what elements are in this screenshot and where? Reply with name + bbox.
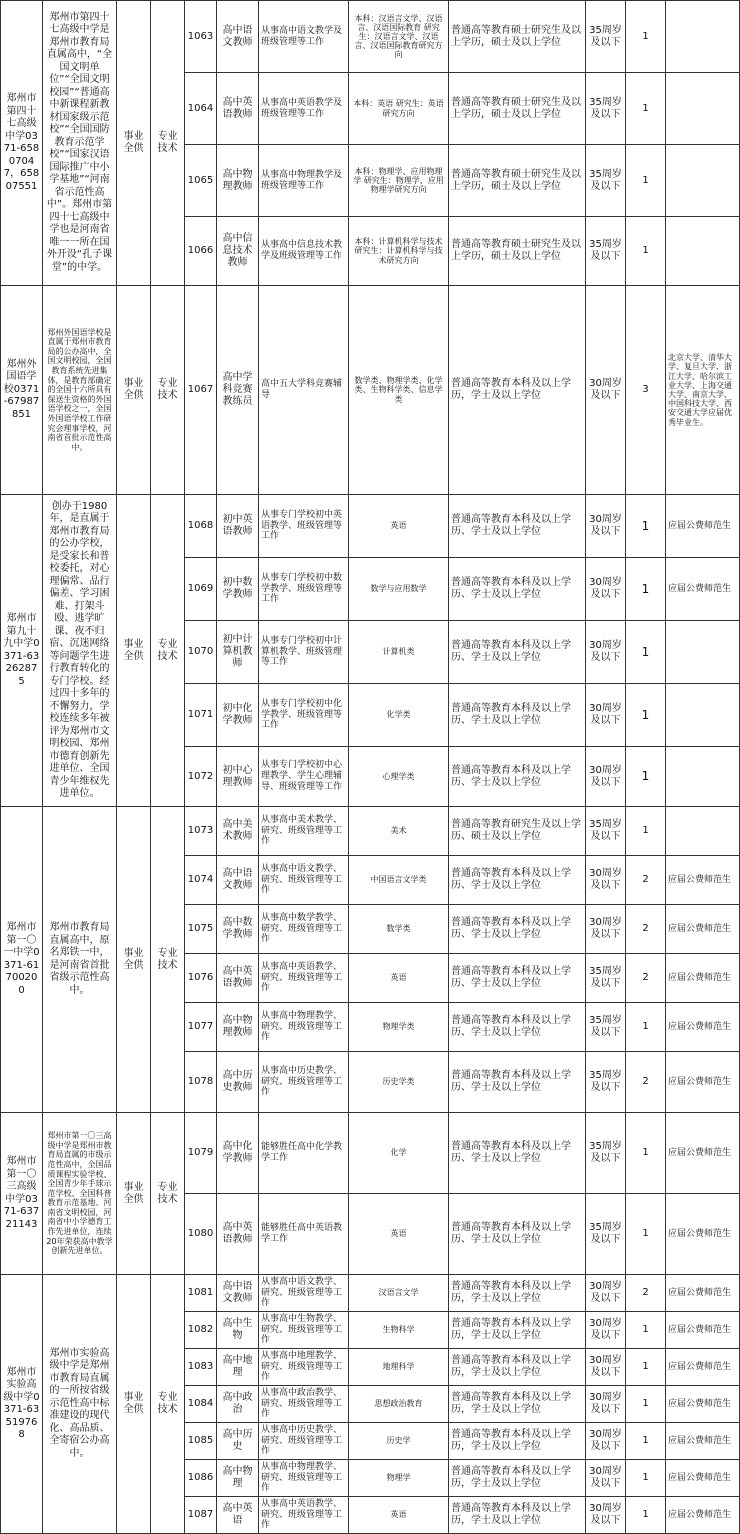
- job-major: 物理学类: [349, 1003, 449, 1052]
- job-duty: 高中五大学科竞赛辅导: [259, 286, 349, 495]
- job-code: 1083: [185, 1349, 217, 1386]
- job-age: 35周岁及以下: [586, 1052, 626, 1113]
- job-count: 1: [626, 1349, 666, 1386]
- school-name: 郑州市实验高级中学0371-63519768: [1, 1275, 43, 1534]
- job-education: 普通高等教育本科及以上学历，学士及以上学位: [449, 1312, 586, 1349]
- job-note: 应届公费师范生: [666, 954, 740, 1003]
- job-note: [666, 807, 740, 856]
- job-code: 1081: [185, 1275, 217, 1312]
- funding-type: 事业全供: [117, 1275, 151, 1534]
- job-education: 普通高等教育本科及以上学历，学士及以上学位: [449, 1349, 586, 1386]
- job-age: 35周岁及以下: [586, 217, 626, 286]
- job-major: 英语: [349, 495, 449, 558]
- job-note: 应届公费师范生: [666, 905, 740, 954]
- job-count: 1: [626, 1003, 666, 1052]
- job-count: 1: [626, 1, 666, 73]
- job-post: 初中化学教师: [217, 684, 259, 747]
- job-post: 高中生物: [217, 1312, 259, 1349]
- job-duty: 从事高中物理教学、研究、班级管理等工作: [259, 1460, 349, 1497]
- job-major: 心理学类: [349, 747, 449, 807]
- job-count: 2: [626, 905, 666, 954]
- job-post: 高中历史教师: [217, 1052, 259, 1113]
- job-education: 普通高等教育本科及以上学历、学士及以上学位: [449, 1194, 586, 1275]
- job-age: 30周岁及以下: [586, 684, 626, 747]
- job-education: 普通高等教育硕士研究生及以上学历，硕士及以上学位: [449, 217, 586, 286]
- job-major: 化学: [349, 1113, 449, 1194]
- job-post: 高中政治: [217, 1386, 259, 1423]
- job-major: 历史学: [349, 1423, 449, 1460]
- job-count: 2: [626, 954, 666, 1003]
- job-major: 美术: [349, 807, 449, 856]
- school-name: 郑州市第九十九中学0371-63262875: [1, 495, 43, 807]
- job-code: 1076: [185, 954, 217, 1003]
- job-code: 1074: [185, 856, 217, 905]
- job-duty: 从事高中历史教学、研究、班级管理等工作: [259, 1423, 349, 1460]
- job-duty: 从事高中语文教学、研究、班级管理等工作: [259, 856, 349, 905]
- job-education: 普通高等教育硕士研究生及以上学历，硕士及以上学位: [449, 145, 586, 217]
- job-code: 1086: [185, 1460, 217, 1497]
- job-duty: 从事高中生物教学、研究、班级管理等工作: [259, 1312, 349, 1349]
- job-education: 普通高等教育硕士研究生及以上学历，硕士及以上学位: [449, 1, 586, 73]
- job-education: 普通高等教育本科及以上学历、学士及以上学位: [449, 1052, 586, 1113]
- job-education: 普通高等教育本科及以上学历，学士及以上学位: [449, 1386, 586, 1423]
- job-code: 1069: [185, 558, 217, 621]
- job-age: 35周岁及以下: [586, 1, 626, 73]
- job-note: 应届公费师范生: [666, 1349, 740, 1386]
- job-post: 高中语文教师: [217, 1, 259, 73]
- table-row: [1, 1, 740, 73]
- job-post: 高中历史: [217, 1423, 259, 1460]
- job-note: 应届公费师范生: [666, 1312, 740, 1349]
- job-count: 1: [626, 217, 666, 286]
- job-post: 初中心理教师: [217, 747, 259, 807]
- job-major: 数学与应用数学: [349, 558, 449, 621]
- funding-type: 事业全供: [117, 286, 151, 495]
- job-count: 1: [626, 1497, 666, 1534]
- job-note: [666, 217, 740, 286]
- job-major: 历史学类: [349, 1052, 449, 1113]
- job-duty: 从事专门学校初中计算机教学、班级管理等工作: [259, 621, 349, 684]
- job-code: 1071: [185, 684, 217, 747]
- job-post: 高中学科竞赛教练员: [217, 286, 259, 495]
- job-duty: 能够胜任高中化学教学工作: [259, 1113, 349, 1194]
- job-note: 应届公费师范生: [666, 1497, 740, 1534]
- school-intro: 创办于1980年，是直属于郑州市教育局的公办学校，是受家长和普校委托，对心理偏常、品行偏差、学习困难、打架斗殴、逃学旷课、夜不归宿、沉迷网络等问题学生进行教育转化的专门学校。经过四十多年的不懈努力，学校连续多年被评为郑州市文明校园、郑州市德育创新先进单位、全国青少年维权先进单位。: [43, 495, 117, 807]
- table-row: [1, 807, 740, 856]
- job-code: 1073: [185, 807, 217, 856]
- job-major: 中国语言文学类: [349, 856, 449, 905]
- job-note: 应届公费师范生: [666, 1386, 740, 1423]
- job-count: 1: [626, 1386, 666, 1423]
- job-duty: 从事高中物理教学及班级管理等工作: [259, 145, 349, 217]
- job-education: 普通高等教育本科及以上学历，学士及以上学位: [449, 286, 586, 495]
- job-age: 30周岁及以下: [586, 1275, 626, 1312]
- job-code: 1066: [185, 217, 217, 286]
- post-category: 专业技术: [151, 495, 185, 807]
- job-count: 2: [626, 856, 666, 905]
- job-age: 35周岁及以下: [586, 1003, 626, 1052]
- job-code: 1068: [185, 495, 217, 558]
- job-major: 英语: [349, 1497, 449, 1534]
- job-major: 思想政治教育: [349, 1386, 449, 1423]
- job-post: 高中物理: [217, 1460, 259, 1497]
- table-row: [1, 1113, 740, 1194]
- job-code: 1087: [185, 1497, 217, 1534]
- job-age: 30周岁及以下: [586, 1312, 626, 1349]
- job-count: 1: [626, 747, 666, 807]
- job-note: [666, 145, 740, 217]
- job-code: 1070: [185, 621, 217, 684]
- job-count: 1: [626, 1194, 666, 1275]
- job-note: 应届公费师范生: [666, 1423, 740, 1460]
- job-duty: 能够胜任高中英语教学工作: [259, 1194, 349, 1275]
- job-education: 普通高等教育本科及以上学历，学士及以上学位: [449, 1497, 586, 1534]
- job-education: 普通高等教育本科及以上学历，学士及以上学位: [449, 1423, 586, 1460]
- job-post: 高中信息技术教师: [217, 217, 259, 286]
- job-count: 2: [626, 1275, 666, 1312]
- job-note: [666, 684, 740, 747]
- job-duty: 从事高中美术教学、研究、班级管理等工作: [259, 807, 349, 856]
- job-education: 普通高等教育本科及以上学历、学士及以上学位: [449, 856, 586, 905]
- job-duty: 从事高中政治教学、研究、班级管理等工作: [259, 1386, 349, 1423]
- job-duty: 从事高中语文教学、研究、班级管理等工作: [259, 1275, 349, 1312]
- job-education: 普通高等教育硕士研究生及以上学历，硕士及以上学位: [449, 73, 586, 145]
- job-post: 高中地理: [217, 1349, 259, 1386]
- post-category: 专业技术: [151, 807, 185, 1113]
- table-body: [1, 1, 740, 1534]
- job-duty: 从事高中英语教学、研究、班级管理等工作: [259, 1497, 349, 1534]
- job-code: 1084: [185, 1386, 217, 1423]
- job-code: 1085: [185, 1423, 217, 1460]
- job-age: 35周岁及以下: [586, 145, 626, 217]
- funding-type: 事业全供: [117, 1113, 151, 1275]
- job-age: 30周岁及以下: [586, 747, 626, 807]
- job-code: 1064: [185, 73, 217, 145]
- job-post: 高中化学教师: [217, 1113, 259, 1194]
- job-age: 30周岁及以下: [586, 286, 626, 495]
- job-note: [666, 621, 740, 684]
- job-count: 1: [626, 558, 666, 621]
- job-note: 应届公费师范生: [666, 1052, 740, 1113]
- job-education: 普通高等教育本科及以上学历、学士及以上学位: [449, 1113, 586, 1194]
- job-education: 普通高等教育研究生及以上学历、硕士及以上学位: [449, 807, 586, 856]
- job-education: 普通高等教育本科及以上学历、学士及以上学位: [449, 1003, 586, 1052]
- post-category: 专业技术: [151, 1, 185, 286]
- job-code: 1065: [185, 145, 217, 217]
- job-note: 应届公费师范生: [666, 1460, 740, 1497]
- job-major: 英语: [349, 1194, 449, 1275]
- post-category: 专业技术: [151, 1113, 185, 1275]
- job-code: 1063: [185, 1, 217, 73]
- table-row: [1, 286, 740, 495]
- job-education: 普通高等教育本科及以上学历、学士及以上学位: [449, 905, 586, 954]
- job-education: 普通高等教育本科及以上学历、学士及以上学位: [449, 684, 586, 747]
- job-age: 35周岁及以下: [586, 73, 626, 145]
- post-category: 专业技术: [151, 286, 185, 495]
- school-name: 郑州市第一〇一中学0371-61700200: [1, 807, 43, 1113]
- job-post: 初中英语教师: [217, 495, 259, 558]
- job-note: 应届公费师范生: [666, 1194, 740, 1275]
- job-age: 30周岁及以下: [586, 905, 626, 954]
- school-name: 郑州市第一〇三高级中学0371-63721143: [1, 1113, 43, 1275]
- job-age: 35周岁及以下: [586, 807, 626, 856]
- job-education: 普通高等教育本科及以上学历，学士及以上学位: [449, 1275, 586, 1312]
- job-note: 应届公费师范生: [666, 856, 740, 905]
- job-code: 1080: [185, 1194, 217, 1275]
- job-post: 高中物理教师: [217, 145, 259, 217]
- job-post: 初中数学教师: [217, 558, 259, 621]
- job-duty: 从事高中地理教学、研究、班级管理等工作: [259, 1349, 349, 1386]
- job-duty: 从事高中数学教学、研究、班级管理等工作: [259, 905, 349, 954]
- job-code: 1072: [185, 747, 217, 807]
- job-post: 高中英语教师: [217, 954, 259, 1003]
- job-note: 应届公费师范生: [666, 495, 740, 558]
- job-count: 1: [626, 73, 666, 145]
- job-education: 普通高等教育本科及以上学历、学士及以上学位: [449, 747, 586, 807]
- table-row: [1, 495, 740, 558]
- job-age: 30周岁及以下: [586, 856, 626, 905]
- job-note: [666, 73, 740, 145]
- job-note: [666, 1, 740, 73]
- job-major: 物理学: [349, 1460, 449, 1497]
- school-intro: 郑州市第四十七高级中学是郑州市教育局直属高中，“全国文明单位”“全国文明校园”“普通高中新课程新教材国家级示范校”“全国国防教育示范学校”“国家汉语国际推广中小学基地”“河南省示范性高中”。郑州市第四十七高级中学也是河南省唯一一所在国外开设“孔子课堂”的中学。: [43, 1, 117, 286]
- job-post: 高中英语教师: [217, 73, 259, 145]
- job-count: 1: [626, 1460, 666, 1497]
- job-count: 1: [626, 1423, 666, 1460]
- job-count: 1: [626, 1312, 666, 1349]
- job-code: 1082: [185, 1312, 217, 1349]
- job-age: 30周岁及以下: [586, 621, 626, 684]
- job-education: 普通高等教育本科及以上学历、学士及以上学位: [449, 954, 586, 1003]
- job-major: 本科：英语 研究生：英语研究方向: [349, 73, 449, 145]
- job-major: 化学类: [349, 684, 449, 747]
- job-age: 30周岁及以下: [586, 1349, 626, 1386]
- job-note: 应届公费师范生: [666, 1003, 740, 1052]
- job-major: 本科：物理学、应用物理学 研究生：物理学、应用物理学研究方向: [349, 145, 449, 217]
- job-age: 35周岁及以下: [586, 1113, 626, 1194]
- school-name: 郑州外国语学校0371-67987851: [1, 286, 43, 495]
- job-major: 数学类: [349, 905, 449, 954]
- job-major: 数学类、物理学类、化学类、生物科学类、信息学类: [349, 286, 449, 495]
- job-age: 30周岁及以下: [586, 1386, 626, 1423]
- job-post: 高中语文教师: [217, 856, 259, 905]
- job-count: 1: [626, 1113, 666, 1194]
- job-major: 英语: [349, 954, 449, 1003]
- school-intro: 郑州市第一〇三高级中学是郑州市教育局直属的市级示范性高中，全国品质课程实验学校、全国青少年手球示范学校、全国科普教育示范基地、河南省文明校园，河南省中小学德育工作先进单位，连续20年荣获高中教学创新先进单位。: [43, 1113, 117, 1275]
- job-code: 1077: [185, 1003, 217, 1052]
- job-note: [666, 747, 740, 807]
- job-age: 30周岁及以下: [586, 1460, 626, 1497]
- job-education: 普通高等教育本科及以上学历、学士及以上学位: [449, 495, 586, 558]
- job-duty: 从事高中物理教学、研究、班级管理等工作: [259, 1003, 349, 1052]
- job-duty: 从事高中历史教学、研究、班级管理等工作: [259, 1052, 349, 1113]
- job-count: 1: [626, 621, 666, 684]
- job-count: 1: [626, 145, 666, 217]
- job-education: 普通高等教育本科及以上学历，学士及以上学位: [449, 1460, 586, 1497]
- job-duty: 从事高中语文教学及班级管理等工作: [259, 1, 349, 73]
- funding-type: 事业全供: [117, 495, 151, 807]
- job-major: 地理科学: [349, 1349, 449, 1386]
- job-duty: 从事高中英语教学、研究、班级管理等工作: [259, 954, 349, 1003]
- job-duty: 从事专门学校初中数学教学、班级管理等工作: [259, 558, 349, 621]
- job-code: 1078: [185, 1052, 217, 1113]
- job-education: 普通高等教育本科及以上学历、学士及以上学位: [449, 558, 586, 621]
- school-name: 郑州市第四十七高级中学0371-65807047，65807551: [1, 1, 43, 286]
- job-note: 应届公费师范生: [666, 1275, 740, 1312]
- job-count: 1: [626, 684, 666, 747]
- job-age: 35周岁及以下: [586, 954, 626, 1003]
- job-age: 30周岁及以下: [586, 495, 626, 558]
- job-code: 1067: [185, 286, 217, 495]
- job-age: 30周岁及以下: [586, 1423, 626, 1460]
- job-note: 应届公费师范生: [666, 1113, 740, 1194]
- job-duty: 从事专门学校初中心理教学、学生心理辅导、班级管理等工作: [259, 747, 349, 807]
- job-major: 本科：计算机科学与技术 研究生：计算机科学与技术研究方向: [349, 217, 449, 286]
- school-intro: 郑州市教育局直属高中，原名郑铁一中，是河南省首批省级示范性高中。: [43, 807, 117, 1113]
- job-count: 1: [626, 495, 666, 558]
- job-count: 1: [626, 807, 666, 856]
- school-intro: 郑州外国语学校是直属于郑州市教育局的公办高中，全国文明校园，全国教育系统先进集体，是教育部确定的全国十六所具有保送生资格的外国语学校之一，全国外国语学校工作研究会理事学校，河南省首批示范性高中。: [43, 286, 117, 495]
- post-category: 专业技术: [151, 1275, 185, 1534]
- job-major: 生物科学: [349, 1312, 449, 1349]
- job-major: 计算机类: [349, 621, 449, 684]
- job-education: 普通高等教育本科及以上学历、学士及以上学位: [449, 621, 586, 684]
- job-code: 1075: [185, 905, 217, 954]
- job-major: 汉语言文学: [349, 1275, 449, 1312]
- job-code: 1079: [185, 1113, 217, 1194]
- job-duty: 从事专门学校初中化学教学、班级管理等工作: [259, 684, 349, 747]
- job-post: 高中物理教师: [217, 1003, 259, 1052]
- job-age: 30周岁及以下: [586, 1497, 626, 1534]
- job-post: 高中数学教师: [217, 905, 259, 954]
- job-note: 应届公费师范生: [666, 558, 740, 621]
- school-intro: 郑州市实验高级中学是郑州市教育局直属的一所按省级示范性高中标准建设的现代化、高品质、全寄宿公办高中。: [43, 1275, 117, 1534]
- job-post: 高中语文教师: [217, 1275, 259, 1312]
- table-row: [1, 1275, 740, 1312]
- job-count: 3: [626, 286, 666, 495]
- job-age: 35周岁及以下: [586, 1194, 626, 1275]
- job-note: 北京大学、清华大学、复旦大学、浙江大学、哈尔滨工业大学、上海交通大学、南京大学、中国科技大学、西安交通大学应届优秀毕业生。: [666, 286, 740, 495]
- job-post: 初中计算机教师: [217, 621, 259, 684]
- job-duty: 从事高中英语教学及班级管理等工作: [259, 73, 349, 145]
- job-major: 本科：汉语言文学、汉语言、汉语国际教育 研究生：汉语言文学、汉语言、汉语国际教育研究方向: [349, 1, 449, 73]
- job-duty: 从事专门学校初中英语教学、班级管理等工作: [259, 495, 349, 558]
- job-age: 30周岁及以下: [586, 558, 626, 621]
- funding-type: 事业全供: [117, 1, 151, 286]
- job-post: 高中英语: [217, 1497, 259, 1534]
- funding-type: 事业全供: [117, 807, 151, 1113]
- job-post: 高中英语教师: [217, 1194, 259, 1275]
- job-count: 2: [626, 1052, 666, 1113]
- job-post: 高中美术教师: [217, 807, 259, 856]
- job-duty: 从事高中信息技术教学及班级管理等工作: [259, 217, 349, 286]
